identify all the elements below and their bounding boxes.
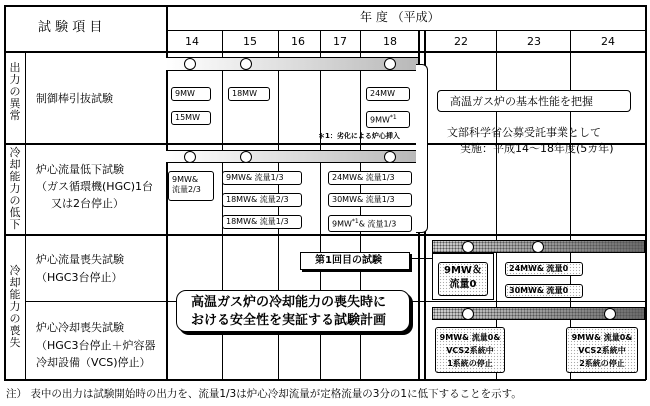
test-cooling-loss-detail1: （HGC3台停止＋炉容器	[36, 339, 156, 352]
test-flow-decrease-title: 炉心流量低下試験	[36, 163, 124, 176]
year-24: 24	[601, 35, 615, 48]
test-marker-circle	[462, 241, 474, 253]
test-marker-circle	[240, 151, 252, 163]
cr-box-9mw-degraded: 9MW$^{*1}$	[366, 111, 410, 128]
cl-box-vcs-2-systems: 9MW& 流量0& VCS2系統中 2系統の停止	[566, 327, 638, 373]
test-marker-circle	[240, 58, 252, 70]
fd-box-24mw-1-3: 24MW& 流量1/3	[328, 171, 412, 185]
year-15: 15	[243, 35, 257, 48]
period-bracket	[416, 64, 428, 233]
year-22: 22	[454, 35, 468, 48]
fl-box-24mw-0: 24MW& 流量0	[505, 262, 583, 276]
fd-box-9mw-degraded-1-3: 9MW$^{*1}$& 流量1/3	[328, 215, 412, 232]
category-cooling-loss: 冷却能力の喪失	[9, 264, 21, 349]
fd-box-30mw-1-3: 30MW& 流量1/3	[328, 193, 412, 207]
fd-box-18mw-1-3: 18MW& 流量1/3	[222, 215, 302, 229]
test-marker-circle	[184, 151, 196, 163]
fd-box-9mw-1-3: 9MW& 流量1/3	[222, 171, 302, 185]
test-marker-circle	[184, 58, 196, 70]
test-marker-circle	[462, 308, 474, 320]
test-marker-circle	[384, 151, 396, 163]
mext-commission-note-2: 実施：平成14～18年度(5カ年)	[460, 142, 614, 155]
test-flow-decrease-detail2: 又は2台停止）	[51, 197, 124, 210]
test-marker-circle	[532, 241, 544, 253]
year-16: 16	[291, 35, 305, 48]
fd-box-18mw-2-3: 18MW& 流量2/3	[222, 193, 302, 207]
htgr-basic-performance-note: 高温ガス炉の基本性能を把握	[437, 90, 631, 112]
category-cooling-decrease: 冷却能力の低下	[9, 146, 21, 231]
test-item-header: 試 験 項 目	[38, 20, 103, 35]
fd-box-9mw-2-3: 9MW& 流量2/3	[168, 171, 214, 201]
cr-box-24mw: 24MW	[366, 87, 410, 101]
year-14: 14	[185, 35, 199, 48]
test-marker-circle	[604, 308, 616, 320]
control-rod-period-bar	[166, 57, 418, 71]
first-test-pointer	[410, 258, 432, 259]
test-cooling-loss-title: 炉心冷却喪失試験	[36, 321, 124, 334]
test-flow-decrease-detail1: （ガス循環機(HGC)1台	[36, 180, 154, 193]
table-footnote: 注） 表中の出力は試験開始時の出力を、流量1/3は炉心冷却流量が定格流量の3分の1に低下することを示す。	[6, 388, 522, 400]
mext-commission-note-1: 文部科学省公募受託事業として	[447, 126, 601, 139]
test-flow-loss-detail: （HGC3台停止）	[36, 271, 123, 284]
degradation-footnote: ＊1：劣化による炉心挿入	[318, 132, 400, 140]
test-marker-circle	[384, 58, 396, 70]
cr-box-15mw: 15MW	[171, 111, 211, 125]
fiscal-year-header: 年 度 （平成）	[360, 10, 440, 24]
year-23: 23	[527, 35, 541, 48]
category-output-anomaly: 出力の異常	[9, 61, 21, 122]
year-18: 18	[383, 35, 397, 48]
cr-box-9mw: 9MW	[171, 87, 211, 101]
first-test-label: 第1回目の試験	[300, 252, 410, 270]
cl-box-vcs-1-system: 9MW& 流量0& VCS2系統中 1系統の停止	[435, 327, 505, 373]
test-flow-loss-title: 炉心流量喪失試験	[36, 253, 124, 266]
test-cooling-loss-detail2: 冷却設備（VCS)停止）	[36, 356, 151, 369]
test-plan-callout: 高温ガス炉の冷却能力の喪失時に おける安全性を実証する試験計画	[176, 290, 410, 332]
test-control-rod: 制御棒引抜試験	[36, 92, 113, 105]
cr-box-18mw: 18MW	[228, 87, 270, 101]
flow-decrease-period-bar	[166, 150, 418, 163]
fl-box-30mw-0: 30MW& 流量0	[505, 284, 583, 298]
fl-box-9mw-0: 9MW＆ 流量0	[438, 262, 488, 296]
year-17: 17	[333, 35, 347, 48]
